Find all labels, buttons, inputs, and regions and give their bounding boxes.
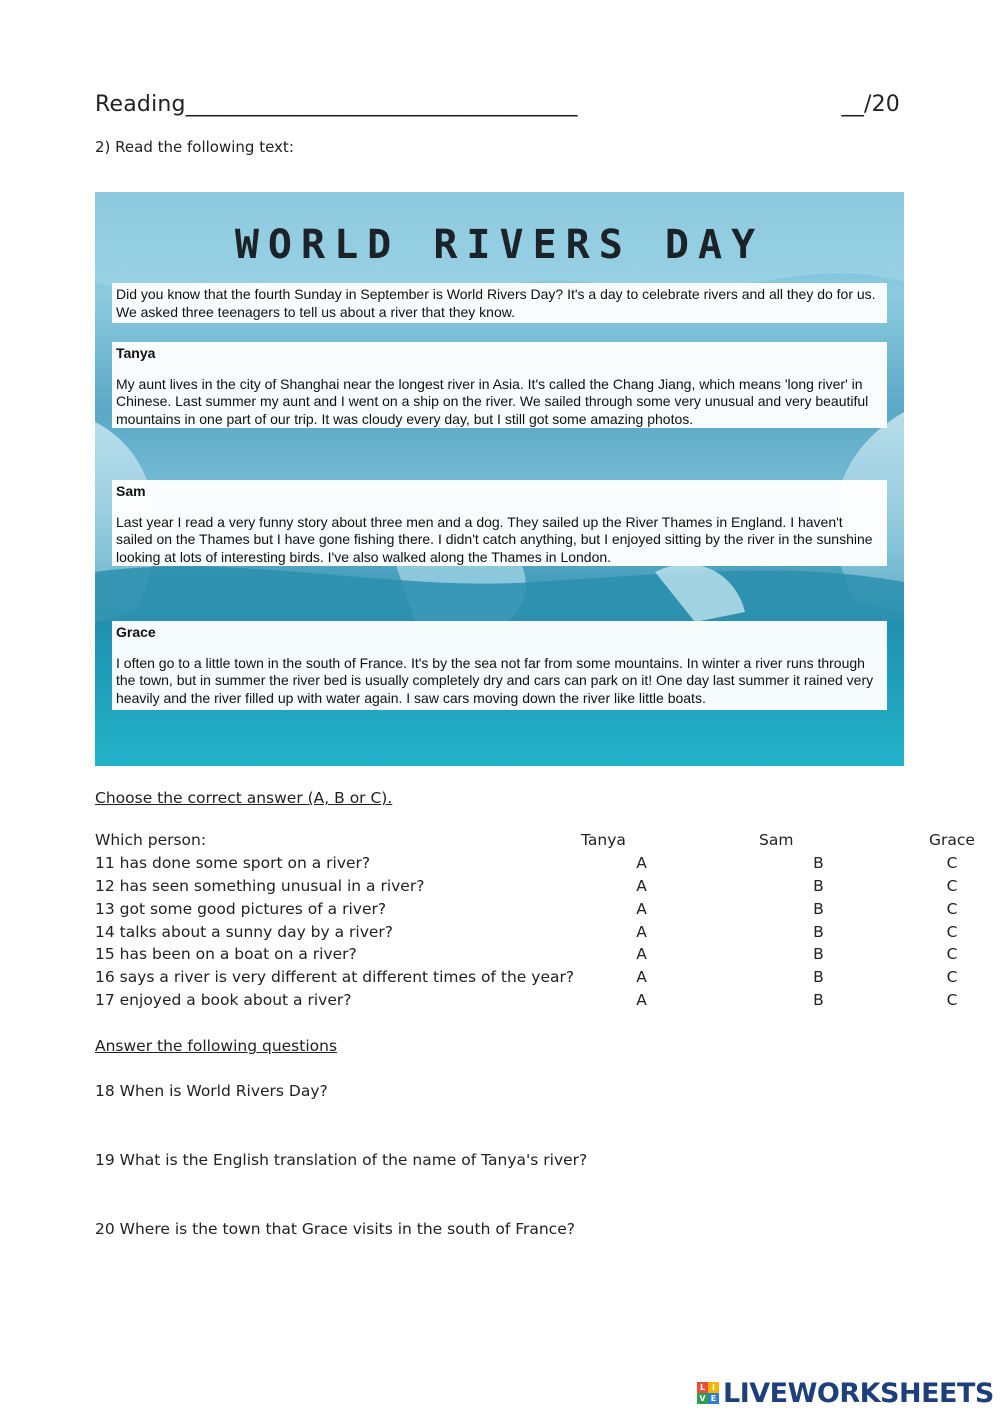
option-c[interactable]: C [946,922,958,941]
option-a[interactable]: A [636,945,647,964]
column-grace: Grace [929,831,975,850]
sam-text: Last year I read a very funny story about three men and a dog. They sailed up the River Thames in England. I haven't sailed on the Thames but I have gone fishing there. I didn't catch anything, but I enjoyed sitting by the river in the sunshine looking at lots of interesting birds. I've also walked along the Thames in London. [116,513,873,565]
grace-text: I often go to a little town in the south of France. It's by the sea not far from some mountains. In winter a river runs through the town, but in summer the river bed is usually completely dry and cars can park on it! One day last summer it rained very heavily and the river filled up with water again. I saw cars moving down the river like little boats. [116,654,874,706]
option-c[interactable]: C [946,854,958,873]
option-a[interactable]: A [636,899,647,918]
question-text: 16 says a river is very different at different times of the year? [95,968,575,987]
option-c[interactable]: C [946,876,958,895]
column-sam: Sam [759,831,794,850]
choice-header-row [95,829,975,852]
option-c[interactable]: C [946,945,958,964]
sam-box [112,480,887,566]
option-b[interactable]: B [813,899,824,918]
option-b[interactable]: B [813,876,824,895]
liveworksheets-logo[interactable] [697,1378,994,1408]
question-row [95,852,975,875]
question-text: 15 has been on a boat on a river? [95,945,357,964]
question-row [95,875,975,898]
option-b[interactable]: B [813,968,824,987]
question-row [95,943,975,966]
grace-name: Grace [116,624,156,640]
liveworksheets-logo-icon: L I V E [697,1382,719,1404]
option-c[interactable]: C [946,899,958,918]
option-b[interactable]: B [813,922,824,941]
choice-table [95,829,975,1011]
option-a[interactable]: A [636,990,647,1009]
score-field: __/20 [841,92,900,117]
worksheet-title: Reading___________________________________ [95,92,578,117]
question-row [95,989,975,1012]
worksheet-title-line [95,92,900,126]
reading-poster [95,192,904,766]
liveworksheets-logo-text: LIVEWORKSHEETS [723,1377,994,1409]
tanya-text: My aunt lives in the city of Shanghai near the longest river in Asia. It's called the Chang Jiang, which means 'long river' in Chinese. Last summer my aunt and I went on a ship on the river. We sailed through some very unusual and very beautiful mountains in one part of our trip. It was cloudy every day, but I still got some amazing photos. [116,375,869,427]
tanya-name: Tanya [116,345,156,361]
which-person-label: Which person: [95,831,207,850]
open-question-18: 18 When is World Rivers Day? [95,1082,328,1100]
option-c[interactable]: C [946,968,958,987]
poster-title: WORLD RIVERS DAY [234,222,765,268]
question-row [95,920,975,943]
question-text: 13 got some good pictures of a river? [95,899,387,918]
question-text: 11 has done some sport on a river? [95,854,371,873]
question-text: 14 talks about a sunny day by a river? [95,922,394,941]
option-b[interactable]: B [813,945,824,964]
question-row [95,897,975,920]
column-tanya: Tanya [581,831,626,850]
reading-instruction: 2) Read the following text: [95,138,294,156]
intro-box [112,283,887,323]
tanya-box [112,342,887,428]
grace-box [112,621,887,710]
question-text: 12 has seen something unusual in a river? [95,876,425,895]
option-a[interactable]: A [636,876,647,895]
option-b[interactable]: B [813,990,824,1009]
open-question-20: 20 Where is the town that Grace visits in the south of France? [95,1220,575,1238]
option-a[interactable]: A [636,922,647,941]
choice-heading: Choose the correct answer (A, B or C). [95,789,393,807]
open-question-19: 19 What is the English translation of the name of Tanya's river? [95,1151,588,1169]
sam-name: Sam [116,483,146,499]
option-a[interactable]: A [636,968,647,987]
option-b[interactable]: B [813,854,824,873]
open-questions-heading: Answer the following questions [95,1037,338,1055]
question-row [95,966,975,989]
option-c[interactable]: C [946,990,958,1009]
question-text: 17 enjoyed a book about a river? [95,990,352,1009]
intro-text: Did you know that the fourth Sunday in September is World Rivers Day? It's a day to celebrate rivers and all they do for us. We asked three teenagers to tell us about a river that they know. [116,286,876,320]
option-a[interactable]: A [636,854,647,873]
